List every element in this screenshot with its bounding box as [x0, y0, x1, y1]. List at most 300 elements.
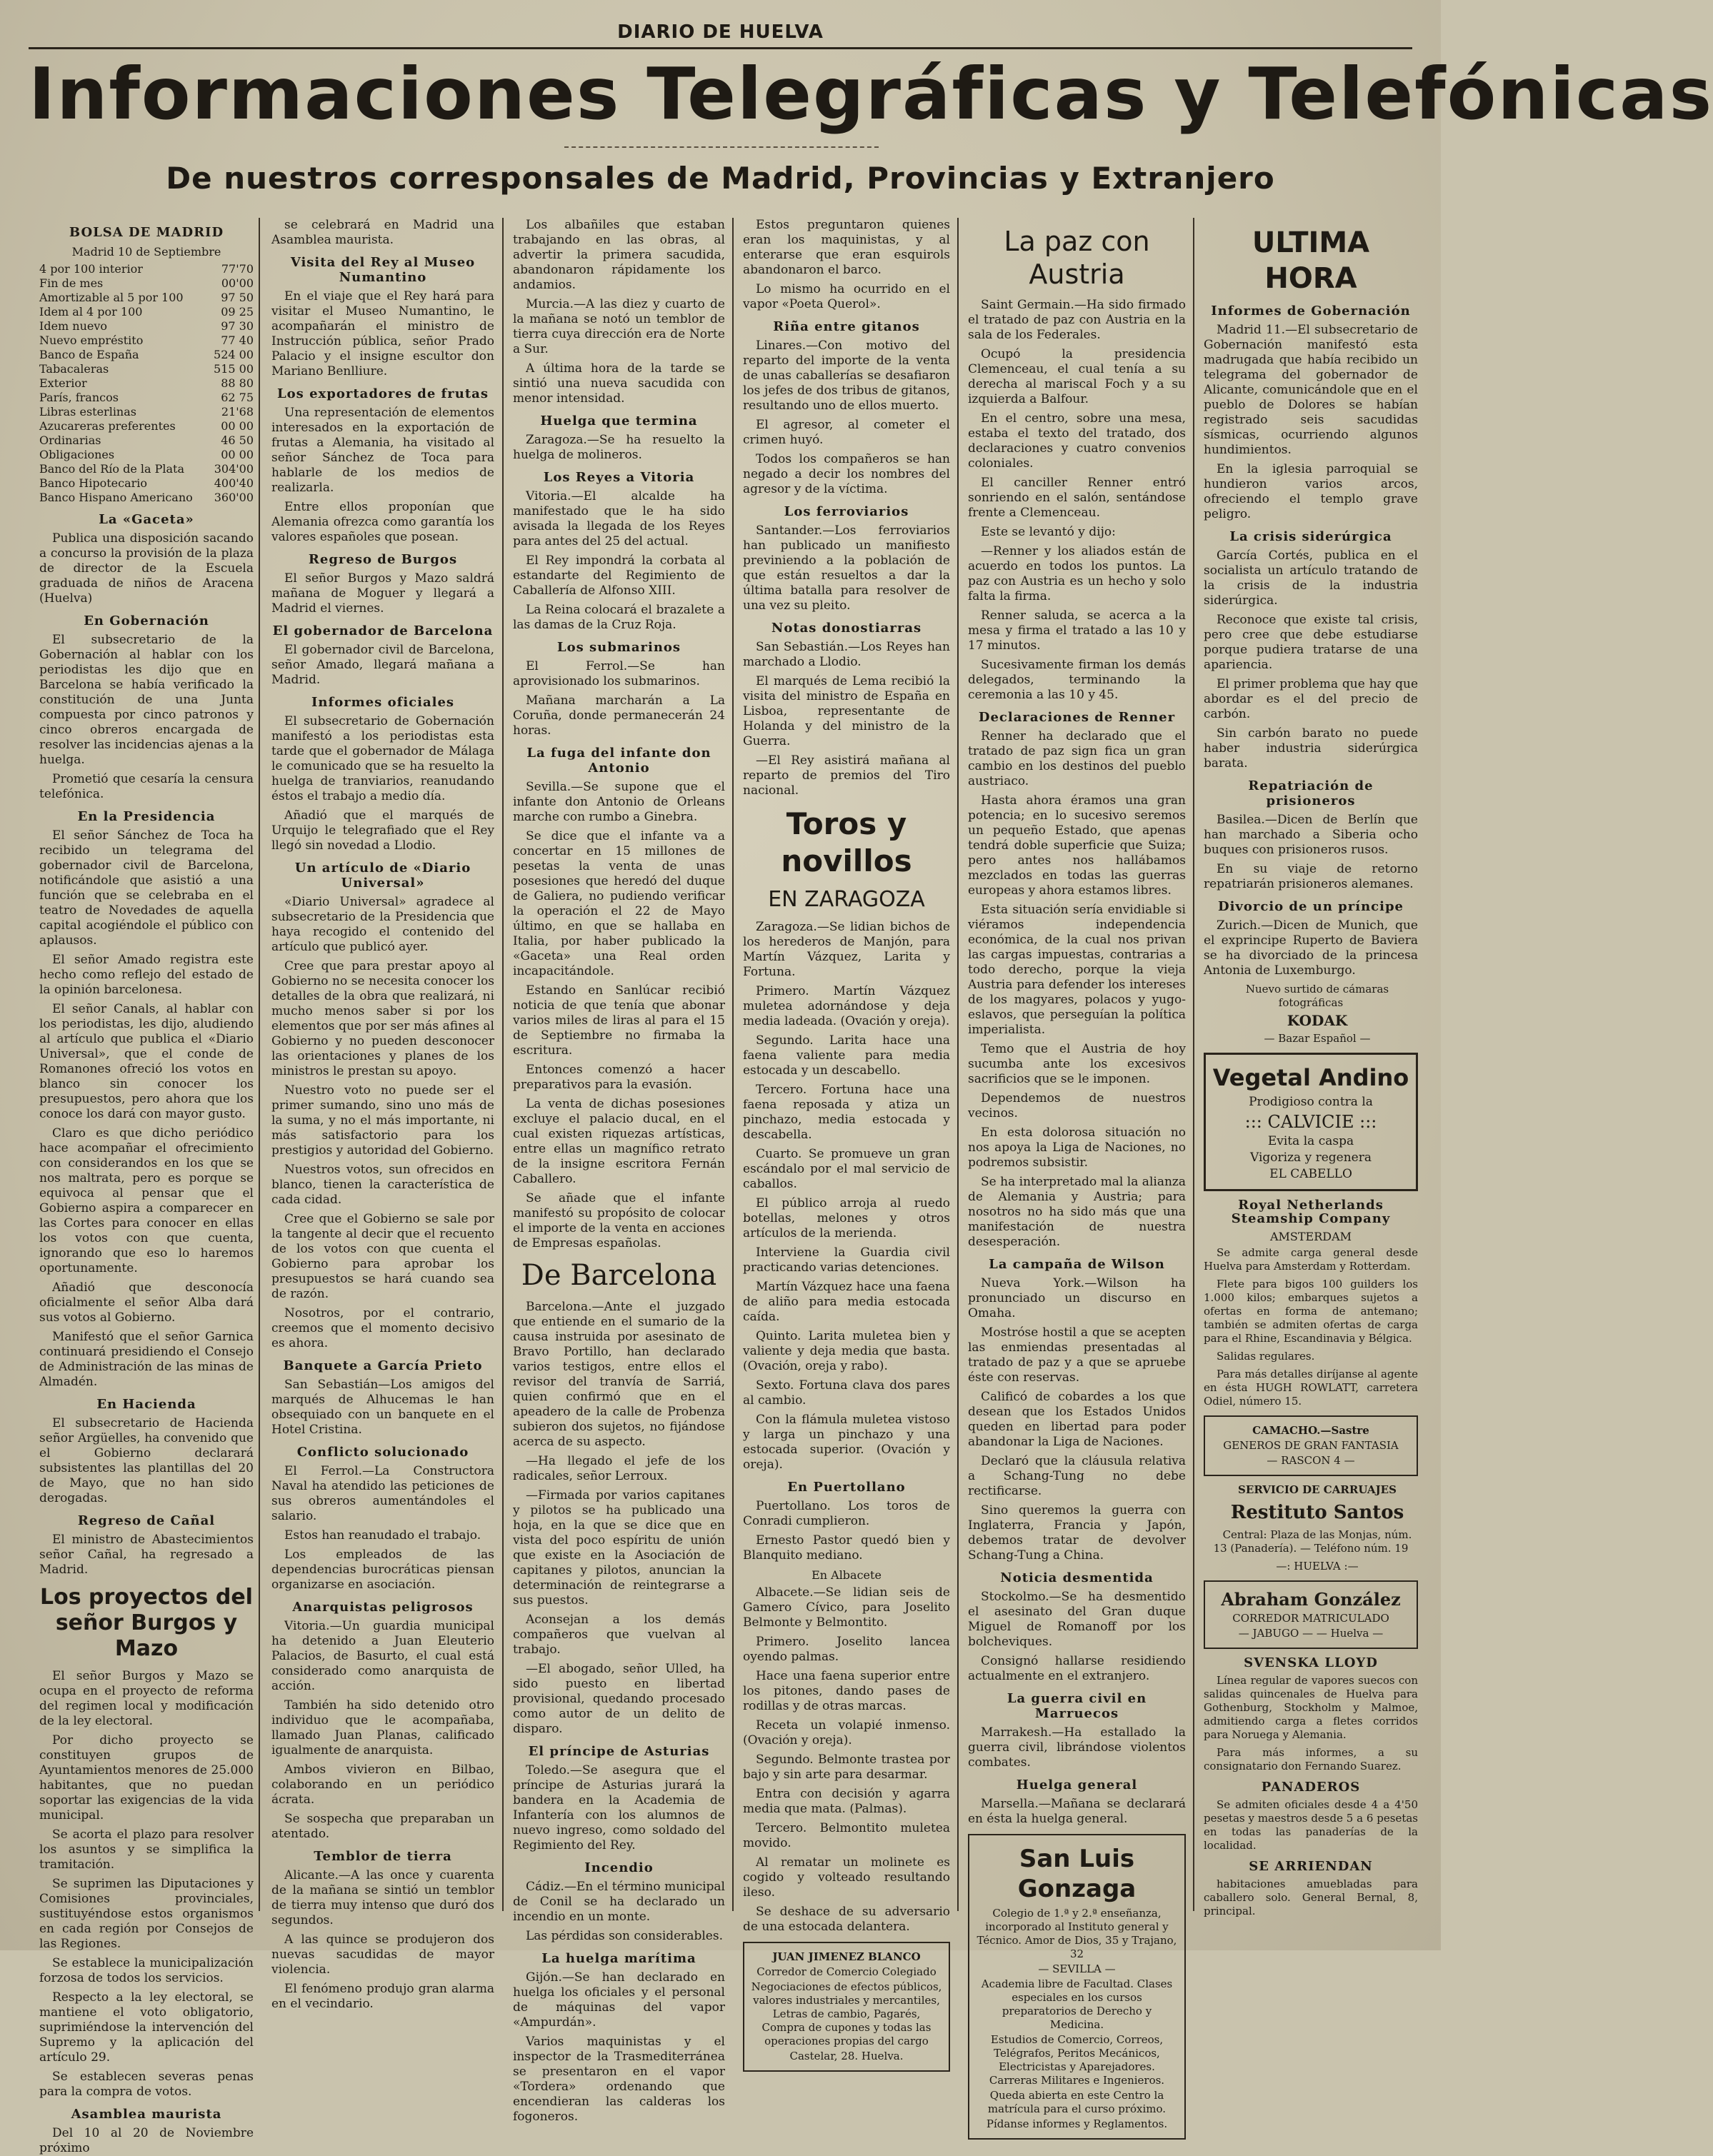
- paragraph: Añadió que desconocía oficialmente el señor Alba dará sus votos al Gobierno.: [39, 1280, 254, 1325]
- paragraph: Los albañiles que estaban trabajando en las obras, al advertir la primera sacudida, abandonaron rápidamente los andamios.: [513, 218, 725, 292]
- paragraph: «Diario Universal» agradece al subsecretario de la Presidencia que haya recogido el contenido del artículo que publicó ayer.: [271, 895, 494, 954]
- section-heading: En Albacete: [811, 1568, 882, 1582]
- paragraph: Mañana marcharán a La Coruña, donde permanecerán 24 horas.: [513, 693, 725, 738]
- stock-value: 88 80: [221, 376, 254, 390]
- section-heading: Divorcio de un príncipe: [1217, 899, 1404, 914]
- paragraph: Estos preguntaron quienes eran los maquinistas, y al enterarse que eran esquirols abandonaron el barco.: [743, 218, 950, 277]
- paragraph: —El abogado, señor Ulled, ha sido puesto en libertad provisional, quedando procesado como autor de un delito de disparo.: [513, 1662, 725, 1736]
- column-1: [39, 218, 254, 2155]
- stock-name: Idem nuevo: [39, 319, 108, 333]
- ad-text: Academia libre de Facultad. Clases especiales en los cursos preparatorios de Derecho y Medicina.: [981, 1977, 1173, 2031]
- ad-shop: — Bazar Español —: [1264, 1032, 1371, 1045]
- paragraph: El Rey impondrá la corbata al estandarte del Regimiento de Caballería de Alfonso XIII.: [513, 553, 725, 598]
- stock-name: Ordinarias: [39, 433, 101, 447]
- ad-city: —: HUELVA :—: [1276, 1560, 1359, 1573]
- paragraph: Zaragoza.—Se lidian bichos de los herederos de Manjón, para Martín Vázquez, Larita y Fortuna.: [743, 920, 950, 979]
- paragraph: Nuestro voto no puede ser el primer sumando, sino uno más de la suma, y no el más importante, ni más satisfactorio para los prestigios y autoridad del Gobierno.: [271, 1083, 494, 1158]
- stock-name: Fin de mes: [39, 276, 104, 290]
- column-rule: [1193, 218, 1194, 1911]
- stock-value: 00 00: [221, 448, 254, 461]
- paragraph: Sino queremos la guerra con Inglaterra, Francia y Japón, debemos tratar de devolver Schang-Tung a China.: [968, 1503, 1186, 1563]
- paragraph: El señor Burgos y Mazo se ocupa en el proyecto de reforma del regimen local y modificación de la ley electoral.: [39, 1669, 254, 1728]
- paragraph: Estos han reanudado el trabajo.: [284, 1528, 481, 1543]
- ad-text: Colegio de 1.ª y 2.ª enseñanza, incorporado al Instituto general y Técnico. Amor de Dios, 35 y Trajano, 32: [977, 1907, 1177, 1960]
- section-heading: La guerra civil en Marruecos: [1007, 1691, 1147, 1721]
- section-heading: Visita del Rey al Museo Numantino: [290, 255, 476, 285]
- paragraph: Linares.—Con motivo del reparto del importe de la venta de unas caballerías se desafiaron los jefes de dos tribus de gitanos, resultando uno de ellos muerto.: [743, 339, 950, 413]
- paragraph: Nueva York.—Wilson ha pronunciado un discurso en Omaha.: [968, 1276, 1186, 1320]
- ad-headline: SE ARRIENDAN: [1249, 1859, 1373, 1874]
- section-heading: Regreso de Cañal: [77, 1513, 216, 1528]
- paragraph: Respecto a la ley electoral, se mantiene el voto obligatorio, suprimiéndose la intervención del Supremo y la aplicación del artículo 29.: [39, 1990, 254, 2065]
- paragraph: El señor Burgos y Mazo saldrá mañana de Moguer y llegará a Madrid el viernes.: [271, 571, 494, 616]
- masthead: DIARIO DE HUELVA: [617, 21, 824, 43]
- ad-headline: SVENSKA LLOYD: [1244, 1655, 1378, 1670]
- paragraph: Se ha interpretado mal la alianza de Alemania y Austria; para nosotros no ha sido más que una manifestación de nuestra desesperación.: [968, 1175, 1186, 1249]
- paragraph: —Renner y los aliados están de acuerdo en todos los puntos. La paz con Austria es un hecho y solo falta la firma.: [968, 544, 1186, 603]
- stock-value: 00 00: [221, 419, 254, 433]
- paragraph: En su viaje de retorno repatriarán prisioneros alemanes.: [1204, 862, 1418, 891]
- paragraph: El agresor, al cometer el crimen huyó.: [743, 418, 950, 447]
- ad-text: Evita la caspa: [1267, 1134, 1354, 1148]
- ad-text: Pídanse informes y Reglamentos.: [986, 2117, 1168, 2130]
- advertisement-royal-netherlands: [1204, 1198, 1418, 1408]
- stock-name: Amortizable al 5 por 100: [39, 291, 184, 304]
- paragraph: El señor Amado registra este hecho como reflejo del estado de la opinión barcelonesa.: [39, 953, 254, 997]
- paragraph: Vitoria.—Un guardia municipal ha detenido a Juan Eleuterio Palacios, de Basurto, el cual está considerado como anarquista de acción.: [271, 1619, 494, 1693]
- section-heading: El gobernador de Barcelona: [272, 623, 494, 638]
- paragraph: García Cortés, publica en el socialista un artículo tratando de la crisis de la industria siderúrgica.: [1204, 548, 1418, 608]
- column-rule: [957, 218, 959, 1911]
- article-headline: ULTIMA HORA: [1252, 226, 1370, 295]
- section-heading: Declaraciones de Renner: [978, 710, 1176, 725]
- paragraph: A las quince se produjeron dos nuevas sacudidas de mayor violencia.: [271, 1932, 494, 1977]
- stock-name: Banco del Río de la Plata: [39, 462, 185, 476]
- paragraph: Primero. Joselito lancea oyendo palmas.: [743, 1635, 950, 1664]
- section-heading: Los exportadores de frutas: [277, 386, 489, 401]
- paragraph: Mostróse hostil a que se acepten las enmiendas presentadas al tratado de paz y a que se apruebe éste con reservas.: [968, 1325, 1186, 1385]
- paragraph: Cree que para prestar apoyo al Gobierno no se necesita conocer los detalles de la obra que realizará, ni mucho menos saber si por los elementos que por ser más afines al Gobierno y no pueden desconocer las orientaciones y planes de los ministros le prestan su apoyo.: [271, 959, 494, 1078]
- section-heading: Repatriación de prisioneros: [1248, 778, 1374, 808]
- ad-text: EL CABELLO: [1269, 1167, 1352, 1181]
- section-heading: Incendio: [584, 1860, 654, 1875]
- advertisement-abraham-gonzalez: [1204, 1580, 1418, 1649]
- paragraph: Se suprimen las Diputaciones y Comisiones provinciales, sustituyéndose estos organismos en cada región por Consejos de las Regiones.: [39, 1877, 254, 1951]
- section-heading: En Hacienda: [96, 1397, 196, 1412]
- paragraph: Todos los compañeros se han negado a decir los nombres del agresor y de la víctima.: [743, 452, 950, 496]
- stock-name: Tabacaleras: [39, 362, 109, 376]
- advertisement-vegetal-andino: [1204, 1053, 1418, 1191]
- section-heading: En la Presidencia: [77, 809, 216, 824]
- paragraph: El canciller Renner entró sonriendo en el salón, sentándose frente a Clemenceau.: [968, 476, 1186, 520]
- article-headline: De Barcelona: [521, 1259, 717, 1292]
- ad-headline: San Luis Gonzaga: [1017, 1845, 1137, 1903]
- bolsa-date: Madrid 10 de Septiembre: [71, 245, 221, 259]
- paragraph: Entonces comenzó a hacer preparativos para la evasión.: [513, 1063, 725, 1092]
- paragraph: Se añade que el infante manifestó su propósito de colocar el importe de la venta en acciones de Empresas españolas.: [513, 1191, 725, 1250]
- section-heading: Banquete a García Prieto: [283, 1358, 483, 1373]
- stock-name: Banco Hipotecario: [39, 476, 148, 490]
- article-headline: La paz con Austria: [1004, 226, 1150, 290]
- paragraph: Cree que el Gobierno se sale por la tangente al decir que el recuento de los votos con que cuenta el Gobierno para aprobar los presupuestos se hará cuando sea de razón.: [271, 1212, 494, 1301]
- paragraph: San Sebastián—Los amigos del marqués de Alhucemas le han obsequiado con un banquete en el Hotel Cristina.: [271, 1378, 494, 1437]
- paragraph: En esta dolorosa situación no nos apoya la Liga de Naciones, no podremos subsistir.: [968, 1125, 1186, 1170]
- stock-value: 304'00: [214, 462, 254, 476]
- stock-row: [39, 262, 254, 276]
- ad-headline: Vegetal Andino: [1212, 1064, 1409, 1091]
- section-heading: Temblor de tierra: [314, 1849, 452, 1864]
- column-3: [513, 218, 725, 2124]
- paragraph: El Ferrol.—Se han aprovisionado los submarinos.: [513, 659, 725, 688]
- paragraph: Este se levantó y dijo:: [981, 525, 1116, 539]
- paragraph: Gijón.—Se han declarado en huelga los oficiales y el personal de máquinas del vapor «Ampurdán».: [513, 1970, 725, 2030]
- paragraph: Nosotros, por el contrario, creemos que el momento decisivo es ahora.: [271, 1306, 494, 1350]
- stock-value: 97 30: [221, 319, 254, 333]
- paragraph: Ocupó la presidencia Clemenceau, el cual tenía a su derecha al mariscal Foch y a su izquierda a Balfour.: [968, 347, 1186, 406]
- stock-row: [39, 348, 254, 362]
- paragraph: Zurich.—Dicen de Munich, que el exprincipe Ruperto de Baviera se ha divorciado de la princesa Antonia de Luxemburgo.: [1204, 918, 1418, 978]
- paragraph: —Ha llegado el jefe de los radicales, señor Lerroux.: [513, 1454, 725, 1483]
- column-5: [968, 218, 1186, 2130]
- stock-row: [39, 476, 254, 491]
- paragraph: En el viaje que el Rey hará para visitar el Museo Numantino, le acompañarán el ministro de Instrucción pública, señor Prado Palacio y el insigne escultor don Mariano Benlliure.: [271, 289, 494, 378]
- ad-text: ::: CALVICIE :::: [1244, 1112, 1377, 1132]
- paragraph: Sucesivamente firman los demás delegados, terminando la ceremonia a las 10 y 45.: [968, 658, 1186, 702]
- paragraph: Barcelona.—Ante el juzgado que entiende en el sumario de la causa instruida por asesinato de Bravo Portillo, han declarado varios testigos, entre ellos el revisor del tranvía de Sarriá, quien confirmó que en el apeadero de la calle de Probenza subieron dos sujetos, no fijándose acerca de su aspecto.: [513, 1300, 725, 1449]
- column-rule: [732, 218, 734, 1911]
- stock-row: [39, 334, 254, 348]
- ad-name: JUAN JIMENEZ BLANCO: [772, 1950, 921, 1963]
- advertisement-se-arriendan: [1204, 1860, 1418, 1918]
- section-heading: La fuga del infante don Antonio: [526, 746, 711, 776]
- paragraph: Tercero. Fortuna hace una faena reposada y atiza un pinchazo, media estocada y descabella.: [743, 1083, 950, 1142]
- paragraph: Segundo. Larita hace una faena valiente para media estocada y un descabello.: [743, 1033, 950, 1078]
- ad-text: Para más detalles diríjanse al agente en ésta HUGH ROWLATT, carretera Odiel, número 15.: [1204, 1368, 1418, 1408]
- paragraph: Zaragoza.—Se ha resuelto la huelga de molineros.: [513, 433, 725, 462]
- stock-name: Idem al 4 por 100: [39, 305, 143, 319]
- paragraph: Se acorta el plazo para resolver los asuntos y se simplifica la tramitación.: [39, 1827, 254, 1872]
- ad-text: Se admite carga general desde Huelva para Amsterdam y Rotterdam.: [1204, 1246, 1418, 1273]
- advertisement-svenska-lloyd: [1204, 1656, 1418, 1773]
- stock-value: 09 25: [221, 305, 254, 319]
- ad-name: Abraham González: [1221, 1589, 1401, 1610]
- paragraph: —El Rey asistirá mañana al reparto de premios del Tiro nacional.: [743, 753, 950, 798]
- paragraph: Stockolmo.—Se ha desmentido el asesinato del Gran duque Miguel de Romanoff por los bolcheviques.: [968, 1590, 1186, 1649]
- paragraph: Basilea.—Dicen de Berlín que han marchado a Siberia ocho buques con prisioneros rusos.: [1204, 813, 1418, 857]
- article-headline: Los proyectos del señor Burgos y Mazo: [40, 1585, 253, 1661]
- ad-title: Corredor de Comercio Colegiado: [756, 1965, 937, 1978]
- paragraph: El primer problema que hay que abordar es el del precio de carbón.: [1204, 677, 1418, 721]
- column-2: [271, 218, 494, 2011]
- paragraph: Segundo. Belmonte trastea por bajo y sin arte para desarmar.: [743, 1753, 950, 1782]
- paragraph: Albacete.—Se lidian seis de Gamero Cívico, para Joselito Belmonte y Belmontito.: [743, 1585, 950, 1630]
- stock-row: [39, 376, 254, 391]
- column-6: [1204, 218, 1418, 1917]
- paragraph: Murcia.—A las diez y cuarto de la mañana se notó un temblor de tierra cuya dirección era de Norte a Sur.: [513, 297, 725, 356]
- section-heading: Huelga que termina: [540, 413, 698, 428]
- stock-row: [39, 405, 254, 419]
- paragraph: Al rematar un molinete es cogido y volteado resultando ileso.: [743, 1855, 950, 1900]
- paragraph: Renner ha declarado que el tratado de paz sign fica un gran cambio en los destinos del pueblo austriaco.: [968, 729, 1186, 788]
- ad-name: Restituto Santos: [1230, 1502, 1404, 1523]
- stock-table: [39, 262, 254, 505]
- paragraph: Calificó de cobardes a los que desean que los Estados Unidos queden en libertad para poder abandonar la Liga de Naciones.: [968, 1390, 1186, 1449]
- paragraph: Se establece la municipalización forzosa de todos los servicios.: [39, 1956, 254, 1985]
- stock-value: 21'68: [221, 405, 254, 418]
- paragraph: Marsella.—Mañana se declarará en ésta la huelga general.: [968, 1797, 1186, 1826]
- stock-name: París, francos: [39, 391, 119, 404]
- ad-text: habitaciones amuebladas para caballero solo. General Bernal, 8, principal.: [1204, 1877, 1418, 1917]
- main-headline: Informaciones Telegráficas y Telefónicas: [29, 52, 1713, 136]
- paragraph: Hasta ahora éramos una gran potencia; en lo sucesivo seremos un pequeño Estado, que apenas tendrá doble superficie que Suiza; pero antes nos hallábamos mezclados en todas las guerras europeas y ahora estamos libres.: [968, 793, 1186, 898]
- paragraph: La Reina colocará el brazalete a las damas de la Cruz Roja.: [513, 603, 725, 632]
- stock-value: 97 50: [221, 291, 254, 304]
- section-heading: Informes oficiales: [311, 695, 455, 710]
- section-heading: Un artículo de «Diario Universal»: [294, 861, 471, 891]
- column-rule: [502, 218, 504, 1911]
- paragraph: Madrid 11.—El subsecretario de Gobernación manifestó esta madrugada que había recibido un telegrama del gobernador de Alicante, comunicándole que en el pueblo de Dolores se habían registrado seis sacudidas sísmicas, ocurriendo algunos hundimientos.: [1204, 323, 1418, 457]
- paragraph: Puertollano. Los toros de Conradi cumplieron.: [743, 1499, 950, 1528]
- stock-name: 4 por 100 interior: [39, 262, 143, 276]
- ad-text: Nuevo surtido de cámaras fotográficas: [1245, 983, 1389, 1009]
- advertisement-san-luis: [968, 1834, 1186, 2140]
- paragraph: Renner saluda, se acerca a la mesa y firma el tratado a las 10 y 17 minutos.: [968, 608, 1186, 653]
- stock-name: Libras esterlinas: [39, 405, 136, 418]
- advertisement-camacho: [1204, 1415, 1418, 1476]
- paragraph: Una representación de elementos interesados en la exportación de frutas a Alemania, ha visitado al señor Sánchez de Toca para hablarle de los medios de realizarla.: [271, 406, 494, 495]
- ad-text: Flete para bigos 100 guilders los 1.000 kilos; embarques sujetos a ofertas en forma de antemano; también se admiten ofertas de carga para el Rhine, Escandinavia y Bélgica.: [1204, 1278, 1418, 1345]
- section-heading: Los Reyes a Vitoria: [543, 470, 695, 485]
- section-heading: La «Gaceta»: [99, 512, 194, 527]
- ad-text: Central: Plaza de las Monjas, núm. 13 (Panadería). — Teléfono núm. 19: [1213, 1528, 1412, 1555]
- stock-value: 524 00: [214, 348, 254, 361]
- stock-row: [39, 433, 254, 448]
- ad-headline: PANADEROS: [1261, 1780, 1361, 1795]
- paragraph: se celebrará en Madrid una Asamblea maurista.: [271, 218, 494, 247]
- section-heading: Conflicto solucionado: [296, 1445, 469, 1460]
- stock-name: Banco Hispano Americano: [39, 491, 193, 504]
- stock-row: [39, 362, 254, 376]
- column-rule: [259, 218, 260, 1911]
- paragraph: Declaró que la cláusula relativa a Schang-Tung no debe rectificarse.: [968, 1454, 1186, 1498]
- paragraph: Marrakesh.—Ha estallado la guerra civil, librándose violentos combates.: [968, 1725, 1186, 1770]
- ad-text: Se admiten oficiales desde 4 a 4'50 pesetas y maestros desde 5 a 6 pesetas en todas las panaderías de la localidad.: [1204, 1798, 1418, 1852]
- paragraph: Del 10 al 20 de Noviembre próximo: [39, 2126, 254, 2155]
- paragraph: El subsecretario de la Gobernación al hablar con los periodistas les dijo que en Barcelona se había verificado la constitución de una Junta compuesta por cinco patronos y cinco obreros encargada de resolver las incidencias ajenas a la huelga.: [39, 633, 254, 767]
- paragraph: Manifestó que el señor Garnica continuará presidiendo el Consejo de Administración de las minas de Almadén.: [39, 1330, 254, 1389]
- paragraph: Cádiz.—En el término municipal de Conil se ha declarado un incendio en un monte.: [513, 1880, 725, 1924]
- ad-text: Negociaciones de efectos públicos, valores industriales y mercantiles, Letras de cambio, Pagarés, Compra de cupones y todas las operaciones propias del cargo: [751, 1980, 942, 2047]
- section-heading: En Gobernación: [84, 613, 209, 628]
- subsection-headline: EN ZARAGOZA: [768, 887, 925, 912]
- paragraph: Saint Germain.—Ha sido firmado el tratado de paz con Austria en la sala de los Federales.: [968, 298, 1186, 342]
- subheadline: De nuestros corresponsales de Madrid, Provincias y Extranjero: [166, 161, 1275, 196]
- paragraph: Primero. Martín Vázquez muletea adornándose y deja media ladeada. (Ovación y oreja).: [743, 984, 950, 1028]
- paragraph: Martín Vázquez hace una faena de aliño para media estocada caída.: [743, 1280, 950, 1324]
- paragraph: Reconoce que existe tal crisis, pero cree que debe estudiarse porque pudiera tratarse de una apariencia.: [1204, 613, 1418, 672]
- section-heading: Regreso de Burgos: [308, 552, 458, 567]
- advertisement-kodak: [1204, 983, 1418, 1046]
- paragraph: Vitoria.—El alcalde ha manifestado que le ha sido avisada la llegada de los Reyes para antes del 25 del actual.: [513, 489, 725, 548]
- section-heading: Huelga general: [1016, 1778, 1138, 1793]
- stock-row: [39, 291, 254, 305]
- ad-text: Estudios de Comercio, Correos, Telégrafos, Peritos Mecánicos, Electricistas y Aparejadores. Carreras Militares e Ingenieros.: [989, 2033, 1165, 2087]
- stock-row: [39, 448, 254, 462]
- paragraph: El subsecretario de Gobernación manifestó a los periodistas esta tarde que el gobernador de Málaga le comunicado que se ha resuelto la huelga de tranviarios, reanudando éstos el trabajo a medio día.: [271, 714, 494, 803]
- ad-text: CORREDOR MATRICULADO: [1232, 1612, 1389, 1625]
- section-heading: Anarquistas peligrosos: [292, 1600, 474, 1615]
- stock-row: [39, 391, 254, 405]
- paragraph: En la iglesia parroquial se hundieron varios arcos, ofreciendo el templo grave peligro.: [1204, 462, 1418, 521]
- column-4: [743, 218, 950, 2062]
- paragraph: Las pérdidas son considerables.: [526, 1929, 723, 1943]
- paragraph: Estando en Sanlúcar recibió noticia de que tenía que abonar varios miles de liras al para el 15 de Septiembre no firmaba la escritura.: [513, 983, 725, 1058]
- paragraph: Consignó hallarse residiendo actualmente en el extranjero.: [968, 1654, 1186, 1683]
- paragraph: Temo que el Austria de hoy sucumba ante los excesivos sacrificios que se le imponen.: [968, 1042, 1186, 1086]
- paragraph: Prometió que cesaría la censura telefónica.: [39, 772, 254, 801]
- stock-value: 46 50: [221, 433, 254, 447]
- paragraph: Publica una disposición sacando a concurso la provisión de la plaza de director de la Escuela graduada de niños de Aracena (Huelva): [39, 531, 254, 606]
- paragraph: Se dice que el infante va a concertar en 15 millones de pesetas la venta de unas posesiones que heredó del duque de Galiera, no pudiendo verificar la operación el 22 de Mayo último, en que se hallaba en Italia, por haber publicado la «Gaceta» una Real orden incapacitándole.: [513, 829, 725, 978]
- section-heading: Riña entre gitanos: [773, 319, 920, 334]
- paragraph: Sin carbón barato no puede haber industria siderúrgica barata.: [1204, 726, 1418, 771]
- stock-value: 360'00: [214, 491, 254, 504]
- advertisement-panaderos: [1204, 1780, 1418, 1852]
- ad-text: Salidas regulares.: [1217, 1350, 1315, 1363]
- section-heading: En Puertollano: [787, 1480, 906, 1495]
- stock-row: [39, 462, 254, 476]
- stock-value: 62 75: [221, 391, 254, 404]
- ad-text: Línea regular de vapores suecos con salidas quincenales de Huelva para Gothenburg, Stockholm y Malmoe, admitiendo carga a fletes corridos para Noruega y Alemania.: [1204, 1674, 1418, 1741]
- ad-text: Queda abierta en este Centro la matrícula para el curso próximo.: [987, 2089, 1167, 2115]
- paragraph: El ministro de Abastecimientos señor Cañal, ha regresado a Madrid.: [39, 1533, 254, 1577]
- bolsa-title: BOLSA DE MADRID: [69, 225, 224, 240]
- advertisement-jimenez: [743, 1942, 950, 2072]
- paragraph: Tercero. Belmontito muletea movido.: [743, 1821, 950, 1850]
- stock-name: Exterior: [39, 376, 87, 390]
- paragraph: El Ferrol.—La Constructora Naval ha atendido las peticiones de sus obreros aumentándoles el salario.: [271, 1464, 494, 1523]
- paragraph: Lo mismo ha ocurrido en el vapor «Poeta Querol».: [743, 282, 950, 311]
- paragraph: Por dicho proyecto se constituyen grupos de Ayuntamientos menores de 25.000 habitantes, que no puedan soportar las exigencias de la vida municipal.: [39, 1733, 254, 1822]
- paragraph: El subsecretario de Hacienda señor Argüelles, ha convenido que el Gobierno declarará subsistentes las plantillas del 20 de Mayo, que no han sido derogadas.: [39, 1416, 254, 1505]
- paragraph: Hace una faena superior entre los pitones, dando pases de rodillas y de otras marcas.: [743, 1669, 950, 1713]
- paragraph: Se sospecha que preparaban un atentado.: [271, 1812, 494, 1841]
- paragraph: Ambos vivieron en Bilbao, colaborando en un periódico ácrata.: [271, 1763, 494, 1807]
- paragraph: Sevilla.—Se supone que el infante don Antonio de Orleans marche con rumbo a Ginebra.: [513, 780, 725, 824]
- paragraph: Se establecen severas penas para la compra de votos.: [39, 2070, 254, 2099]
- ad-text: GENEROS DE GRAN FANTASIA: [1223, 1439, 1399, 1452]
- paragraph: En el centro, sobre una mesa, estaba el texto del tratado, dos declaraciones y cuatro convenios coloniales.: [968, 411, 1186, 471]
- section-heading: La crisis siderúrgica: [1229, 529, 1392, 544]
- paragraph: Esta situación sería envidiable si viéramos independencia económica, de la cual nos privan las cargas impuestas, contrarias a todo derecho, porque la vieja Austria para defender los intereses de los magyares, polacos y yugo-eslavos, que perseguían la política imperialista.: [968, 903, 1186, 1037]
- ornament-divider: [564, 146, 879, 148]
- ad-text: Para más informes, a su consignatario don Fernando Suarez.: [1204, 1746, 1418, 1773]
- section-heading: Notas donostiarras: [771, 621, 922, 636]
- section-heading: La huelga marítima: [541, 1951, 696, 1966]
- section-heading: Asamblea maurista: [71, 2107, 222, 2122]
- paragraph: Con la flámula muletea vistoso y larga un pinchazo y una estocada superior. (Ovación y oreja).: [743, 1413, 950, 1472]
- stock-value: 77'70: [221, 262, 254, 276]
- ad-headline: Royal Netherlands Steamship Company: [1231, 1198, 1391, 1226]
- paragraph: Dependemos de nuestros vecinos.: [968, 1091, 1186, 1120]
- paragraph: Quinto. Larita muletea bien y valiente y deja media que basta. (Ovación, oreja y rabo).: [743, 1329, 950, 1373]
- paragraph: Los empleados de las dependencias burocráticas piensan organizarse en asociación.: [271, 1548, 494, 1592]
- section-heading: Informes de Gobernación: [1211, 304, 1411, 319]
- paragraph: A última hora de la tarde se sintió una nueva sacudida con menor intensidad.: [513, 361, 725, 406]
- paragraph: Alicante.—A las once y cuarenta de la mañana se sintió un temblor de tierra muy intenso que duró dos segundos.: [271, 1868, 494, 1927]
- ad-text: Vigoriza y regenera: [1250, 1150, 1372, 1165]
- paragraph: Sexto. Fortuna clava dos pares al cambio.: [743, 1378, 950, 1408]
- advertisement-restituto-santos: [1204, 1483, 1418, 1573]
- stock-name: Banco de España: [39, 348, 139, 361]
- section-heading: El príncipe de Asturias: [528, 1744, 710, 1759]
- ad-address: — RASCON 4 —: [1267, 1454, 1355, 1467]
- paragraph: Claro es que dicho periódico hace acompañar el ofrecimiento con considerandos en los que se nos maltrata, pero es porque se equivoca al pensar que el Gobierno aspira a comparecer en las Cortes para conocer en ellas los votos con que cuenta, ignorando que eso lo haremos oportunamente.: [39, 1126, 254, 1275]
- paragraph: Santander.—Los ferroviarios han publicado un manifiesto previniendo a la población de que están resueltos a dar la última batalla para resolver de una vez su pleito.: [743, 523, 950, 613]
- article-headline: Toros y novillos: [781, 806, 912, 878]
- paragraph: Entra con decisión y agarra media que mata. (Palmas).: [743, 1787, 950, 1816]
- stock-name: Nuevo empréstito: [39, 334, 144, 347]
- paragraph: El marqués de Lema recibió la visita del ministro de España en Lisboa, representante de Holanda y del ministro de la Guerra.: [743, 674, 950, 748]
- paragraph: El señor Canals, al hablar con los periodistas, les dijo, aludiendo al artículo que publica el «Diario Universal», que el conde de Romanones ofreció los votos en blanco sin conocer los presupuestos, pero ahora que los conoce los dará con mayor gusto.: [39, 1002, 254, 1121]
- ad-headline: SERVICIO DE CARRUAJES: [1238, 1483, 1397, 1496]
- paragraph: También ha sido detenido otro individuo que le acompañaba, llamado Juan Planas, calificado igualmente de anarquista.: [271, 1698, 494, 1758]
- paragraph: Varios maquinistas y el inspector de la Trasmediterránea se presentaron en el vapor «Tordera» ordenando que encendieran las calderas los fogoneros.: [513, 2035, 725, 2124]
- section-heading: La campaña de Wilson: [989, 1257, 1165, 1272]
- paragraph: Toledo.—Se asegura que el príncipe de Asturias jurará la bandera en la Academia de Infantería con los alumnos de nuevo ingreso, como soldado del Regimiento del Rey.: [513, 1763, 725, 1852]
- paragraph: San Sebastián.—Los Reyes han marchado a Llodio.: [743, 640, 950, 669]
- section-heading: Noticia desmentida: [1000, 1570, 1154, 1585]
- ad-brand: KODAK: [1287, 1012, 1348, 1029]
- stock-value: 00'00: [221, 276, 254, 290]
- stock-row: [39, 419, 254, 433]
- paragraph: El gobernador civil de Barcelona, señor Amado, llegará mañana a Madrid.: [271, 643, 494, 687]
- ad-text: Prodigioso contra la: [1249, 1095, 1373, 1109]
- paragraph: La venta de dichas posesiones excluye el palacio ducal, en el cual existen riquezas artísticas, entre ellas un magnífico retrato de la insigne escritora Fernán Caballero.: [513, 1097, 725, 1186]
- stock-row: [39, 319, 254, 334]
- stock-name: Obligaciones: [39, 448, 115, 461]
- stock-row: [39, 276, 254, 291]
- ad-city: — SEVILLA —: [1038, 1962, 1116, 1975]
- ad-address: Castelar, 28. Huelva.: [789, 2050, 904, 2062]
- paragraph: Se deshace de su adversario de una estocada delantera.: [743, 1905, 950, 1934]
- paragraph: El fenómeno produjo gran alarma en el vecindario.: [271, 1982, 494, 2011]
- paragraph: Aconsejan a los demás compañeros que vuelvan al trabajo.: [513, 1613, 725, 1657]
- paragraph: —Firmada por varios capitanes y pilotos se ha publicado una hoja, en la que se dice que en vista del poco espíritu de unión que existe en la Asociación de capitanes y pilotos, anuncian la determinación de reintegrarse a sus puestos.: [513, 1488, 725, 1608]
- stock-row: [39, 305, 254, 319]
- paragraph: El público arroja al ruedo botellas, melones y otros artículos de la merienda.: [743, 1196, 950, 1240]
- paragraph: Cuarto. Se promueve un gran escándalo por el mal servicio de caballos.: [743, 1147, 950, 1191]
- section-heading: Los submarinos: [556, 640, 681, 655]
- ad-text: — JABUGO — — Huelva —: [1238, 1627, 1384, 1640]
- stock-row: [39, 491, 254, 505]
- paragraph: Añadió que el marqués de Urquijo le telegrafiado que el Rey llegó sin novedad a Llodio.: [271, 808, 494, 853]
- paragraph: Ernesto Pastor quedó bien y Blanquito mediano.: [743, 1533, 950, 1563]
- ad-headline: CAMACHO.—Sastre: [1252, 1424, 1369, 1437]
- paragraph: Interviene la Guardia civil practicando varias detenciones.: [743, 1245, 950, 1275]
- stock-name: Azucareras preferentes: [39, 419, 176, 433]
- stock-value: 515 00: [214, 362, 254, 376]
- stock-value: 400'40: [214, 476, 254, 490]
- paragraph: Receta un volapié inmenso. (Ovación y oreja).: [743, 1718, 950, 1748]
- paragraph: El señor Sánchez de Toca ha recibido un telegrama del gobernador civil de Barcelona, notificándole que asistió a una función que se celebraba en el teatro de Novedades de aquella capital acogiéndole el público con aplausos.: [39, 828, 254, 948]
- paragraph: Entre ellos proponían que Alemania ofrezca como garantía los valores españoles que posean.: [271, 500, 494, 544]
- paragraph: Nuestros votos, sun ofrecidos en blanco, tienen la característica de cada cidad.: [271, 1163, 494, 1207]
- stock-value: 77 40: [221, 334, 254, 347]
- section-heading: Los ferroviarios: [784, 504, 909, 519]
- masthead-rule: [29, 47, 1412, 49]
- ad-city: AMSTERDAM: [1269, 1230, 1352, 1243]
